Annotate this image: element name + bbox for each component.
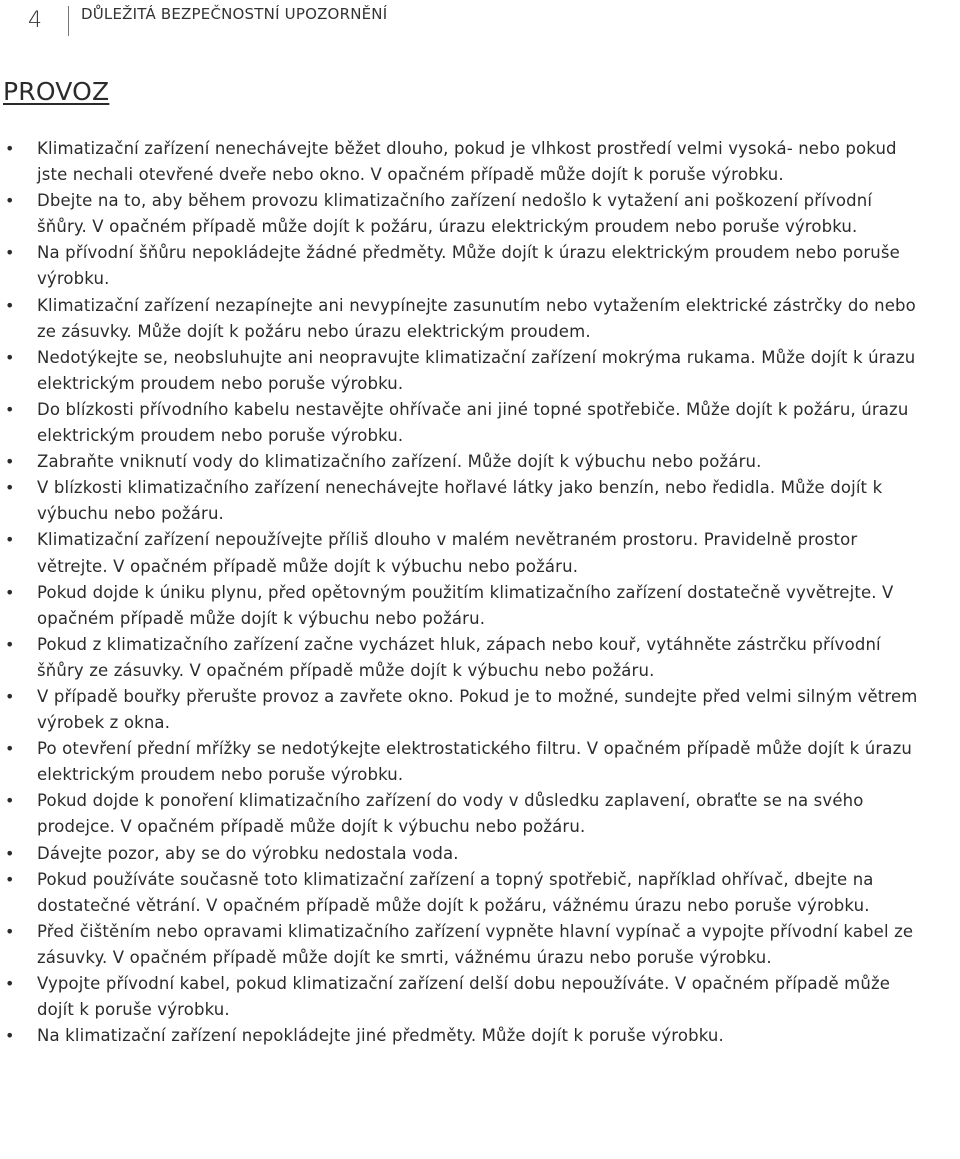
header-divider xyxy=(68,6,69,36)
list-item xyxy=(0,345,925,397)
list-item xyxy=(0,240,925,292)
list-item-text: Po otevření přední mřížky se nedotýkejte elektrostatického filtru. V opačném případě může dojít k úrazu elektrickým proudem nebo poruše výrobku. xyxy=(37,739,912,785)
list-item xyxy=(0,527,925,579)
list-item-text: Na klimatizační zařízení nepokládejte jiné předměty. Může dojít k poruše výrobku. xyxy=(37,1026,724,1046)
list-item xyxy=(0,1023,925,1049)
section-title: PROVOZ xyxy=(3,77,110,106)
list-item-text: Dbejte na to, aby během provozu klimatizačního zařízení nedošlo k vytažení ani poškození přívodní šňůry. V opačném případě může dojít k požáru, úrazu elektrickým proudem nebo poruše výrobku. xyxy=(37,191,873,237)
list-item xyxy=(0,867,925,919)
list-item-text: Pokud z klimatizačního zařízení začne vycházet hluk, zápach nebo kouř, vytáhněte zástrčku přívodní šňůry ze zásuvky. V opačném případě může dojít k výbuchu nebo požáru. xyxy=(37,634,881,680)
bullet-icon: • xyxy=(5,974,15,993)
list-item xyxy=(0,293,925,345)
bullet-icon: • xyxy=(5,582,15,602)
list-item-text: Klimatizační zařízení nezapínejte ani nevypínejte zasunutím nebo vytažením elektrické zástrčky do nebo ze zásuvky. Může dojít k požáru nebo úrazu elektrickým proudem. xyxy=(37,295,916,341)
list-item xyxy=(0,397,925,449)
bullet-icon: • xyxy=(5,139,15,158)
list-item-text: Pokud dojde k úniku plynu, před opětovným použitím klimatizačního zařízení dostatečně vyvětrejte. V opačném případě může dojít k výbuchu nebo požáru. xyxy=(37,582,894,628)
bullet-icon: • xyxy=(5,530,15,550)
list-item-text: Pokud dojde k ponoření klimatizačního zařízení do vody v důsledku zaplavení, obraťte se na svého prodejce. V opačném případě může dojít k výbuchu nebo požáru. xyxy=(37,791,864,837)
list-item-text: Nedotýkejte se, neobsluhujte ani neopravujte klimatizační zařízení mokrýma rukama. Může dojít k úrazu elektrickým proudem nebo poruše výrobku. xyxy=(37,347,916,393)
bullet-icon: • xyxy=(5,634,15,654)
list-item xyxy=(0,919,925,971)
bullet-icon: • xyxy=(5,295,15,315)
bullet-icon: • xyxy=(5,686,15,706)
bullet-icon: • xyxy=(5,739,15,759)
list-item-text: Zabraňte vniknutí vody do klimatizačního zařízení. Může dojít k výbuchu nebo požáru. xyxy=(37,452,762,472)
list-item-text: Klimatizační zařízení nepoužívejte příliš dlouho v malém nevětraném prostoru. Pravidelně prostor větrejte. V opačném případě může dojít k výbuchu nebo požáru. xyxy=(37,530,858,576)
bullet-icon: • xyxy=(5,191,15,211)
list-item xyxy=(0,580,925,632)
bullet-icon: • xyxy=(5,843,15,863)
list-item xyxy=(0,449,925,475)
list-item xyxy=(0,188,925,240)
list-item xyxy=(0,684,925,736)
list-item-text: V případě bouřky přerušte provoz a zavřete okno. Pokud je to možné, sundejte před velmi silným větrem výrobek z okna. xyxy=(37,686,918,733)
bullet-icon: • xyxy=(5,478,15,498)
bullet-icon: • xyxy=(5,399,15,419)
list-item xyxy=(0,475,925,527)
list-item xyxy=(0,971,925,1023)
list-item xyxy=(0,632,925,684)
list-item-text: V blízkosti klimatizačního zařízení nenechávejte hořlavé látky jako benzín, nebo ředidla. Může dojít k výbuchu nebo požáru. xyxy=(37,478,883,524)
bullet-icon: • xyxy=(5,921,15,941)
list-item xyxy=(0,136,925,188)
list-item-text: Vypojte přívodní kabel, pokud klimatizační zařízení delší dobu nepoužíváte. V opačném případě může dojít k poruše výrobku. xyxy=(37,974,891,1020)
list-item xyxy=(0,788,925,840)
bullet-icon: • xyxy=(5,791,15,811)
page-number: 4 xyxy=(28,8,42,33)
header-title: DŮLEŽITÁ BEZPEČNOSTNÍ UPOZORNĚNÍ xyxy=(81,5,388,23)
bullet-icon: • xyxy=(5,347,15,367)
list-item-text: Před čištěním nebo opravami klimatizačního zařízení vypněte hlavní vypínač a vypojte přívodní kabel ze zásuvky. V opačném případě může dojít ke smrti, vážnému úrazu nebo poruše výrobku. xyxy=(37,921,914,967)
list-item-text: Dávejte pozor, aby se do výrobku nedostala voda. xyxy=(37,843,459,863)
list-item xyxy=(0,841,925,867)
bullet-icon: • xyxy=(5,243,15,263)
list-item xyxy=(0,736,925,788)
list-item-text: Na přívodní šňůru nepokládejte žádné předměty. Může dojít k úrazu elektrickým proudem nebo poruše výrobku. xyxy=(37,243,900,289)
bullet-icon: • xyxy=(5,1026,15,1046)
page-header xyxy=(0,0,960,40)
list-item-text: Klimatizační zařízení nenechávejte běžet dlouho, pokud je vlhkost prostředí velmi vysoká- nebo pokud jste nechali otevřené dveře nebo okno. V opačném případě může dojít k poruše výrobku. xyxy=(37,139,897,185)
safety-bullet-list xyxy=(0,136,925,1049)
list-item-text: Pokud používáte současně toto klimatizační zařízení a topný spotřebič, například ohřívač, dbejte na dostatečné větrání. V opačném případě může dojít k požáru, vážnému úrazu nebo poruše výrobku. xyxy=(37,869,874,915)
bullet-icon: • xyxy=(5,869,15,889)
bullet-icon: • xyxy=(5,452,15,472)
list-item-text: Do blízkosti přívodního kabelu nestavějte ohřívače ani jiné topné spotřebiče. Může dojít k požáru, úrazu elektrickým proudem nebo poruše výrobku. xyxy=(37,399,909,446)
